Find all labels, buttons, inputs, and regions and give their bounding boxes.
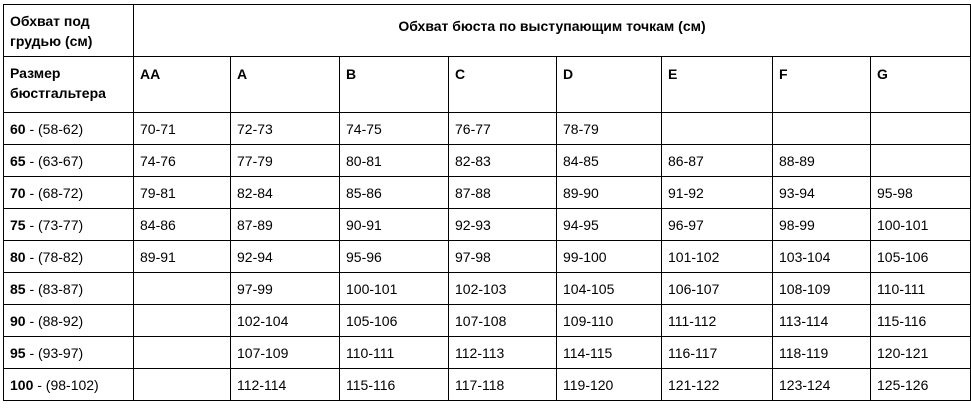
band-range: - (98-102) [33, 376, 99, 393]
band-size: 90 [10, 312, 26, 329]
bust-range-cell: 89-91 [134, 241, 231, 273]
bust-range-cell: 82-83 [449, 145, 557, 177]
bust-range-cell: 121-122 [662, 369, 773, 401]
bust-range-cell: 87-88 [449, 177, 557, 209]
bust-range-cell [134, 337, 231, 369]
bust-range-cell: 107-109 [231, 337, 340, 369]
bust-range-cell: 108-109 [773, 273, 871, 305]
band-size: 60 [10, 120, 26, 137]
bust-range-cell: 92-93 [449, 209, 557, 241]
table-row [4, 273, 971, 305]
size-cell [4, 145, 134, 177]
bust-range-cell: 116-117 [662, 337, 773, 369]
bust-range-cell: 97-99 [231, 273, 340, 305]
table-row [4, 113, 971, 145]
size-cell [4, 113, 134, 145]
bust-range-cell: 120-121 [871, 337, 971, 369]
band-size: 75 [10, 216, 26, 233]
bust-range-cell: 92-94 [231, 241, 340, 273]
band-range: - (93-97) [25, 344, 84, 361]
cup-header-aa: AA [134, 57, 231, 113]
bust-range-cell: 85-86 [340, 177, 449, 209]
bust-range-cell: 112-114 [231, 369, 340, 401]
bust-range-cell: 74-75 [340, 113, 449, 145]
bust-range-cell: 118-119 [773, 337, 871, 369]
table-row [4, 177, 971, 209]
size-cell [4, 177, 134, 209]
bust-range-cell: 114-115 [557, 337, 662, 369]
bust-range-cell: 101-102 [662, 241, 773, 273]
bust-range-cell: 109-110 [557, 305, 662, 337]
band-size: 80 [10, 248, 26, 265]
bust-range-cell: 99-100 [557, 241, 662, 273]
bust-range-cell [134, 305, 231, 337]
band-size: 100 [10, 376, 34, 393]
band-size: 85 [10, 280, 26, 297]
bust-range-cell: 110-111 [871, 273, 971, 305]
band-size: 70 [10, 184, 26, 201]
cup-header-e: E [662, 57, 773, 113]
bust-range-cell: 112-113 [449, 337, 557, 369]
bust-range-cell: 91-92 [662, 177, 773, 209]
table-row [4, 369, 971, 401]
cup-header-row [4, 57, 971, 113]
bust-range-cell: 93-94 [773, 177, 871, 209]
bust-range-cell: 87-89 [231, 209, 340, 241]
size-cell [4, 273, 134, 305]
size-header: Размер бюстгальтера [4, 57, 134, 113]
bust-range-cell [773, 113, 871, 145]
bust-range-cell: 78-79 [557, 113, 662, 145]
bust-range-cell: 102-104 [231, 305, 340, 337]
bust-range-cell: 94-95 [557, 209, 662, 241]
bust-range-cell: 115-116 [340, 369, 449, 401]
cup-header-c: C [449, 57, 557, 113]
bust-range-cell: 84-86 [134, 209, 231, 241]
bust-range-cell: 84-85 [557, 145, 662, 177]
table-row [4, 209, 971, 241]
bust-range-cell: 105-106 [871, 241, 971, 273]
table-row [4, 241, 971, 273]
bust-range-cell [871, 145, 971, 177]
size-cell [4, 241, 134, 273]
bust-range-cell: 113-114 [773, 305, 871, 337]
bust-range-cell: 106-107 [662, 273, 773, 305]
band-range: - (83-87) [25, 280, 84, 297]
bust-range-cell: 111-112 [662, 305, 773, 337]
bust-range-cell: 95-96 [340, 241, 449, 273]
bust-range-cell: 72-73 [231, 113, 340, 145]
bust-range-cell: 89-90 [557, 177, 662, 209]
table-row [4, 305, 971, 337]
size-cell [4, 337, 134, 369]
band-range: - (73-77) [25, 216, 84, 233]
size-cell [4, 369, 134, 401]
bust-range-cell: 105-106 [340, 305, 449, 337]
bust-range-cell: 90-91 [340, 209, 449, 241]
bust-range-cell [871, 113, 971, 145]
band-range: - (88-92) [25, 312, 84, 329]
bust-range-cell: 77-79 [231, 145, 340, 177]
bust-range-cell: 97-98 [449, 241, 557, 273]
bust-range-cell: 96-97 [662, 209, 773, 241]
bust-range-cell: 95-98 [871, 177, 971, 209]
bra-size-table [3, 4, 971, 401]
bust-range-cell: 98-99 [773, 209, 871, 241]
size-cell [4, 305, 134, 337]
band-range: - (68-72) [25, 184, 84, 201]
bust-header: Обхват бюста по выступающим точкам (см) [134, 5, 971, 57]
bust-range-cell: 70-71 [134, 113, 231, 145]
table-body [4, 113, 971, 401]
bust-range-cell: 102-103 [449, 273, 557, 305]
bust-range-cell: 103-104 [773, 241, 871, 273]
table-row [4, 145, 971, 177]
band-size: 65 [10, 152, 26, 169]
bust-range-cell: 76-77 [449, 113, 557, 145]
bust-range-cell [134, 273, 231, 305]
cup-header-f: F [773, 57, 871, 113]
bust-range-cell: 123-124 [773, 369, 871, 401]
bust-range-cell: 104-105 [557, 273, 662, 305]
bust-range-cell: 110-111 [340, 337, 449, 369]
bust-range-cell: 100-101 [871, 209, 971, 241]
bust-range-cell: 80-81 [340, 145, 449, 177]
bust-range-cell: 82-84 [231, 177, 340, 209]
underbust-header: Обхват под грудью (см) [4, 5, 134, 57]
bust-range-cell: 119-120 [557, 369, 662, 401]
bust-range-cell: 117-118 [449, 369, 557, 401]
bust-range-cell: 74-76 [134, 145, 231, 177]
band-range: - (78-82) [25, 248, 84, 265]
band-size: 95 [10, 344, 26, 361]
bust-range-cell: 79-81 [134, 177, 231, 209]
bust-range-cell [662, 113, 773, 145]
bust-range-cell: 88-89 [773, 145, 871, 177]
cup-header-b: B [340, 57, 449, 113]
bust-range-cell [134, 369, 231, 401]
bust-range-cell: 86-87 [662, 145, 773, 177]
bust-range-cell: 100-101 [340, 273, 449, 305]
cup-header-g: G [871, 57, 971, 113]
cup-header-a: A [231, 57, 340, 113]
band-range: - (58-62) [25, 120, 84, 137]
table-row [4, 337, 971, 369]
bust-range-cell: 115-116 [871, 305, 971, 337]
bust-range-cell: 125-126 [871, 369, 971, 401]
bust-range-cell: 107-108 [449, 305, 557, 337]
size-cell [4, 209, 134, 241]
band-range: - (63-67) [25, 152, 84, 169]
cup-header-d: D [557, 57, 662, 113]
